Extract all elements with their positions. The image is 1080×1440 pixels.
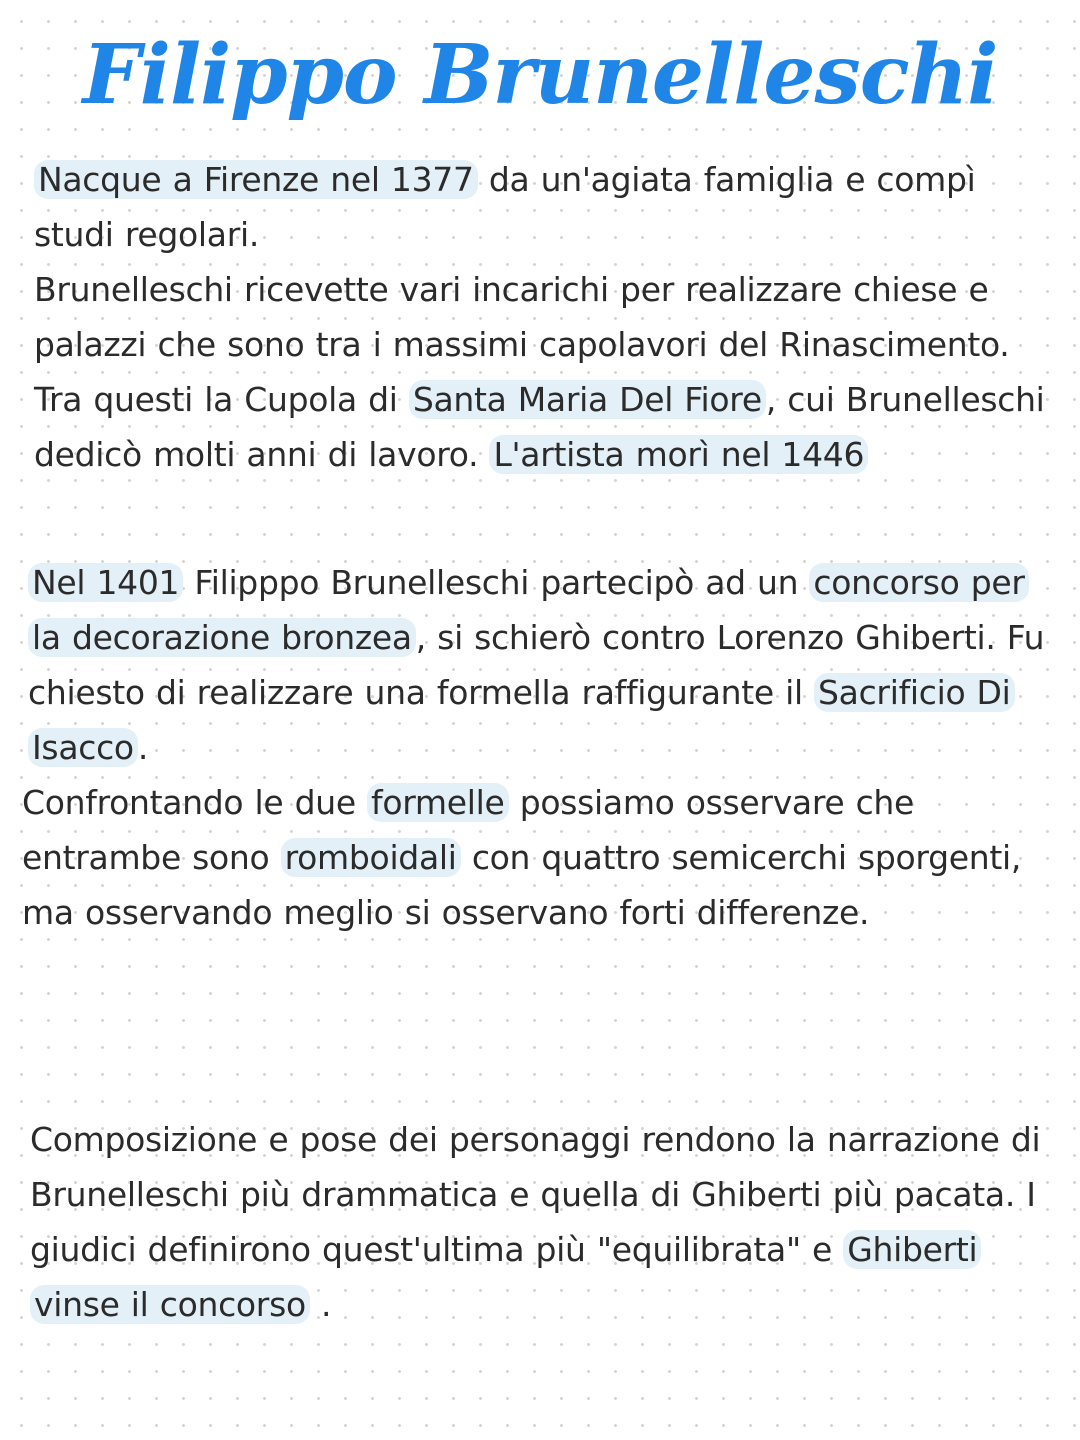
paragraph-biography [34, 152, 1064, 482]
highlight-winner: Ghiberti vinse il concorso [30, 1230, 981, 1324]
paragraph-verdict [30, 1112, 1060, 1332]
text-segment: Confrontando le due [22, 783, 368, 822]
highlight-contest: concorso per la decorazione bronzea [28, 563, 1029, 657]
highlight-sacrifice: Sacrificio Di Isacco [28, 673, 1015, 767]
text-segment: . [137, 728, 149, 767]
text-segment: Composizione e pose dei personaggi rendono la narrazione di Brunelleschi più drammatica e quella di Ghiberti più pacata. I giudici definirono quest'ultima più "equilibrata" e [30, 1120, 1041, 1269]
highlight-death: L'artista morì nel 1446 [489, 435, 868, 474]
highlight-formelle: formelle [367, 783, 508, 822]
text-segment: , cui Brunelleschi dedicò molti anni di lavoro. [34, 380, 1045, 474]
text-segment: , si schierò contro Lorenzo Ghiberti. Fu chiesto di realizzare una formella raffigurante il [28, 618, 1045, 712]
paragraph-comparison [22, 775, 1052, 940]
text-segment: Filipppo Brunelleschi partecipò ad un [183, 563, 810, 602]
text-segment: possiamo osservare che entrambe sono [22, 783, 915, 877]
text-segment: con quattro semicerchi sporgenti, ma osservando meglio si osservano forti differenze. [22, 838, 1022, 932]
text-segment: Brunelleschi ricevette vari incarichi per realizzare chiese e palazzi che sono tra i massimi capolavori del Rinascimento. Tra questi la Cupola di [34, 270, 1010, 419]
highlight-year: Nel 1401 [28, 563, 183, 602]
highlight-romboidali: romboidali [281, 838, 461, 877]
text-segment: . [309, 1285, 332, 1324]
highlight-birth: Nacque a Firenze nel 1377 [34, 160, 478, 199]
paragraph-competition [28, 555, 1058, 775]
highlight-santa-maria: Santa Maria Del Fiore [409, 380, 766, 419]
text-segment: da un'agiata famiglia e compì studi regolari. [34, 160, 976, 254]
page-title: Filippo Brunelleschi [82, 27, 998, 123]
